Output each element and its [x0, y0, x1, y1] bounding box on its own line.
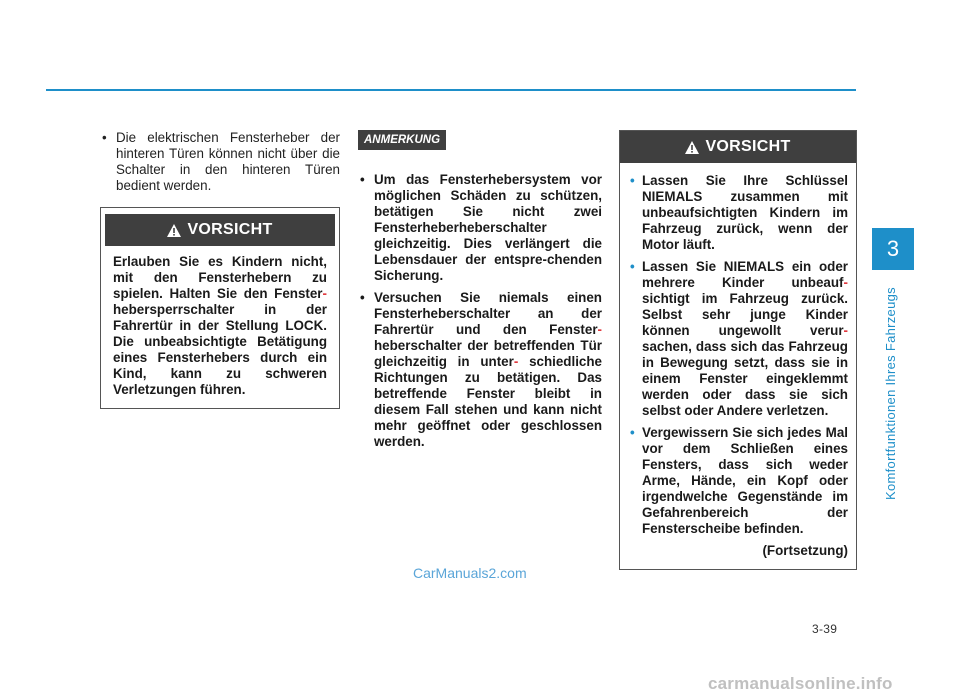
bullet-icon: •: [360, 290, 365, 305]
watermark-link[interactable]: CarManuals2.com: [413, 565, 527, 581]
hyphen-mark: -: [322, 286, 327, 301]
note-text: Um das Fensterhebersystem vor möglichen Schäden zu schützen, betätigen Sie nicht zwei Fensterheberheberschalter gleichzeitig. Dies verlängert die Lebensdauer der entspre-chenden Sicherung.: [374, 172, 602, 283]
watermark-footer: carmanualsonline.info: [708, 674, 893, 693]
bullet-icon: •: [630, 173, 635, 188]
bullet-icon: •: [630, 259, 635, 274]
caution-title: VORSICHT: [705, 138, 791, 155]
caution-text: sichtigt im Fahrzeug zurück. Selbst sehr junge Kinder können ungewollt verur: [642, 291, 848, 338]
caution-list: [630, 173, 848, 537]
chapter-number-tab: [872, 228, 914, 270]
column-2: [358, 130, 602, 456]
header-rule: [46, 89, 856, 91]
caution-header: [105, 214, 335, 246]
continued-label: (Fortsetzung): [762, 543, 848, 558]
bullet-icon: •: [630, 425, 635, 440]
list-item: [630, 425, 848, 537]
hyphen-mark: -: [843, 323, 848, 338]
note-text: heberschalter der betreffenden Tür gleichzeitig in unter: [374, 338, 602, 369]
caution-box-children-vehicle: [619, 130, 857, 570]
caution-header: [620, 131, 856, 163]
bullet-icon: •: [102, 130, 107, 145]
list-item: [358, 290, 602, 450]
chapter-number: 3: [886, 236, 900, 261]
list-item: [630, 173, 848, 253]
caution-text: Erlauben Sie es Kindern nicht, mit den Fensterhebern zu spielen. Halten Sie den Fenster: [113, 254, 327, 301]
caution-text: Vergewissern Sie sich jedes Mal vor dem Schließen eines Fensters, dass sich weder Arme, Hände, ein Kopf oder irgendwelche Gegenstände im Gefahrenbereich der Fensterscheibe befinden.: [642, 425, 848, 536]
caution-text: sachen, dass sich das Fahrzeug in Bewegung setzt, dass sie in einem Fenster eingeklemmt werden oder dass sie sich selbst oder Andere verletzen.: [642, 339, 848, 418]
note-badge: ANMERKUNG: [358, 130, 446, 150]
caution-text: hebersperrschalter in der Fahrertür in der Stellung LOCK. Die unbeabsichtigte Betätigung eines Fensterhebers durch ein Kind, kann zu schweren Verletzungen führen.: [113, 302, 327, 397]
hyphen-mark: -: [843, 275, 848, 290]
list-item: [630, 259, 848, 419]
note-list: [358, 172, 602, 450]
hyphen-mark: -: [513, 354, 519, 369]
page-number: 3-39: [812, 622, 838, 636]
bullet-text: Die elektrischen Fensterheber der hinteren Türen können nicht über die Schalter in den hinteren Türen bedient werden.: [116, 130, 340, 193]
caution-body: [620, 163, 856, 569]
caution-text: Lassen Sie NIEMALS ein oder mehrere Kinder unbeauf: [642, 259, 848, 290]
caution-body: [101, 246, 339, 408]
warning-triangle-icon: [167, 224, 181, 237]
hyphen-mark: -: [597, 322, 602, 337]
warning-triangle-icon: [685, 141, 699, 154]
column-1: [100, 130, 340, 409]
caution-title: VORSICHT: [187, 221, 273, 238]
chapter-title-vertical: Komfortfunktionen Ihres Fahrzeugs: [883, 287, 898, 500]
column-3: [619, 130, 857, 570]
note-text: Versuchen Sie niemals einen Fensterheberschalter an der Fahrertür und den Fenster: [374, 290, 602, 337]
bullet-icon: •: [360, 172, 365, 187]
intro-bullet-list: [100, 130, 340, 194]
list-item: [100, 130, 340, 194]
caution-box-children-windows: [100, 207, 340, 409]
note-text: schiedliche Richtungen zu betätigen. Das betreffende Fenster bleibt in diesem Fall stehen und kann nicht mehr geöffnet oder geschlossen werden.: [374, 354, 602, 449]
list-item: [358, 172, 602, 284]
caution-text: Lassen Sie Ihre Schlüssel NIEMALS zusammen mit unbeaufsichtigten Kindern im Fahrzeug zurück, wenn der Motor läuft.: [642, 173, 848, 252]
